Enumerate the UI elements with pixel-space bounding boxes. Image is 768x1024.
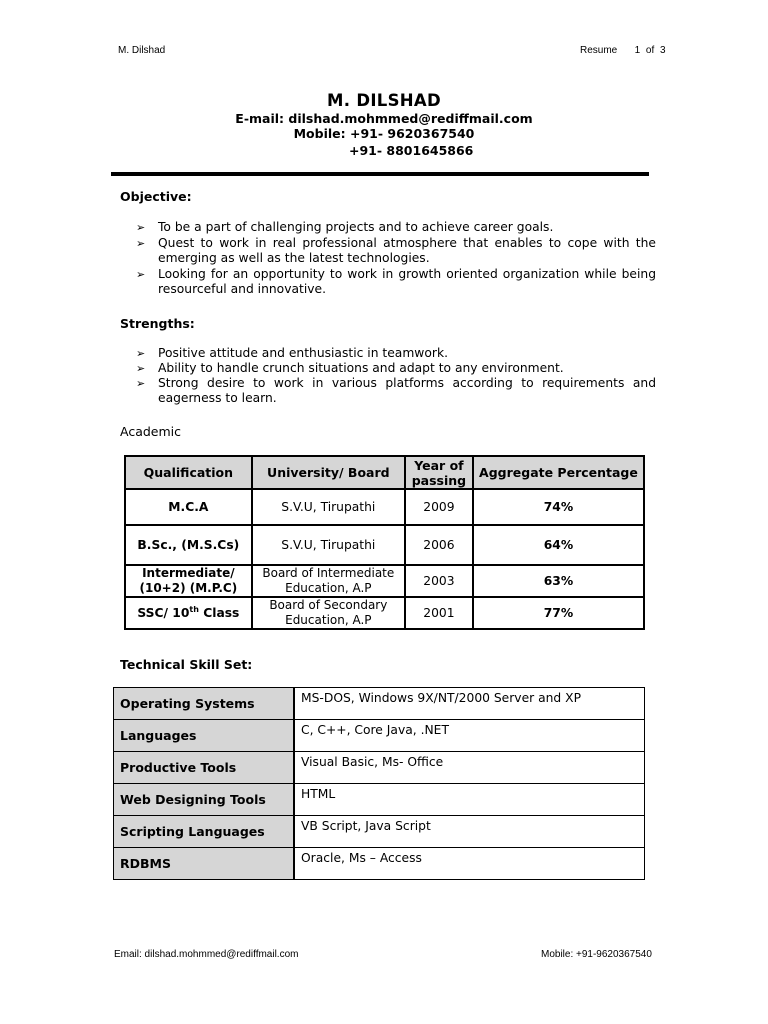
strengths-title: Strengths: bbox=[120, 316, 195, 331]
academic-title: Academic bbox=[120, 424, 182, 439]
qualification-cell: Intermediate/ (10+2) (M.P.C) bbox=[125, 565, 252, 597]
percentage-cell: 64% bbox=[473, 525, 644, 565]
column-header: University/ Board bbox=[252, 456, 405, 489]
board-cell: S.V.U, Tirupathi bbox=[252, 489, 405, 525]
table-row bbox=[125, 565, 644, 597]
skill-category: Operating Systems bbox=[114, 688, 295, 720]
table-row bbox=[114, 784, 645, 816]
percentage-cell: 63% bbox=[473, 565, 644, 597]
skill-category: Productive Tools bbox=[114, 752, 295, 784]
skills-table bbox=[113, 687, 645, 880]
board-cell: Board of Intermediate Education, A.P bbox=[252, 565, 405, 597]
year-cell: 2006 bbox=[405, 525, 473, 565]
board-cell: S.V.U, Tirupathi bbox=[252, 525, 405, 565]
percentage-cell: 77% bbox=[473, 597, 644, 629]
table-row bbox=[114, 720, 645, 752]
list-item: ➢ Looking for an opportunity to work in growth oriented organization while being resourceful and innovative. bbox=[136, 267, 656, 296]
skill-value: Oracle, Ms – Access bbox=[294, 848, 645, 880]
qualification-cell: B.Sc., (M.S.Cs) bbox=[125, 525, 252, 565]
academic-table bbox=[124, 455, 645, 630]
table-row bbox=[114, 816, 645, 848]
table-row bbox=[125, 597, 644, 629]
qualification-cell: SSC/ 10th Class bbox=[125, 597, 252, 629]
skill-value: VB Script, Java Script bbox=[294, 816, 645, 848]
skills-title: Technical Skill Set: bbox=[120, 657, 253, 672]
footer-email: Email: dilshad.mohmmed@rediffmail.com bbox=[114, 949, 299, 960]
objective-title: Objective: bbox=[120, 189, 192, 204]
footer-mobile: Mobile: +91-9620367540 bbox=[541, 949, 652, 960]
table-row bbox=[125, 525, 644, 565]
strengths-list bbox=[136, 346, 656, 406]
qualification-cell: M.C.A bbox=[125, 489, 252, 525]
arrow-bullet-icon: ➢ bbox=[136, 221, 146, 234]
skill-category: Scripting Languages bbox=[114, 816, 295, 848]
skill-value: C, C++, Core Java, .NET bbox=[294, 720, 645, 752]
mobile-line: Mobile: +91- 9620367540 bbox=[293, 126, 475, 141]
arrow-bullet-icon: ➢ bbox=[136, 377, 146, 390]
skill-value: MS-DOS, Windows 9X/NT/2000 Server and XP bbox=[294, 688, 645, 720]
column-header: Year of passing bbox=[405, 456, 473, 489]
mobile-line-2: +91- 8801645866 bbox=[349, 143, 474, 158]
skill-category: Web Designing Tools bbox=[114, 784, 295, 816]
arrow-bullet-icon: ➢ bbox=[136, 347, 146, 360]
table-header-row bbox=[125, 456, 644, 489]
skill-value: HTML bbox=[294, 784, 645, 816]
list-item: ➢ Ability to handle crunch situations and adapt to any environment. bbox=[136, 361, 564, 375]
list-item: ➢ To be a part of challenging projects and to achieve career goals. bbox=[136, 220, 554, 234]
skill-value: Visual Basic, Ms- Office bbox=[294, 752, 645, 784]
table-row bbox=[114, 688, 645, 720]
year-cell: 2003 bbox=[405, 565, 473, 597]
arrow-bullet-icon: ➢ bbox=[136, 268, 146, 281]
skill-category: RDBMS bbox=[114, 848, 295, 880]
arrow-bullet-icon: ➢ bbox=[136, 362, 146, 375]
percentage-cell: 74% bbox=[473, 489, 644, 525]
objective-list bbox=[136, 220, 656, 297]
list-item: ➢ Positive attitude and enthusiastic in teamwork. bbox=[136, 346, 448, 360]
year-cell: 2009 bbox=[405, 489, 473, 525]
skill-category: Languages bbox=[114, 720, 295, 752]
page-header-name: M. Dilshad bbox=[118, 45, 166, 56]
column-header: Qualification bbox=[125, 456, 252, 489]
email-line: E-mail: dilshad.mohmmed@rediffmail.com bbox=[235, 111, 533, 126]
arrow-bullet-icon: ➢ bbox=[136, 237, 146, 250]
list-item: ➢ Strong desire to work in various platforms according to requirements and eagerness to learn. bbox=[136, 376, 656, 405]
candidate-name: M. DILSHAD bbox=[327, 91, 441, 110]
table-row bbox=[114, 752, 645, 784]
list-item: ➢ Quest to work in real professional atmosphere that enables to cope with the emerging as well as the latest technologies. bbox=[136, 236, 656, 265]
year-cell: 2001 bbox=[405, 597, 473, 629]
page-header-page-number: Resume 1 of 3 bbox=[580, 45, 666, 56]
table-row bbox=[125, 489, 644, 525]
column-header: Aggregate Percentage bbox=[473, 456, 644, 489]
board-cell: Board of Secondary Education, A.P bbox=[252, 597, 405, 629]
header-divider bbox=[111, 172, 649, 176]
table-row bbox=[114, 848, 645, 880]
